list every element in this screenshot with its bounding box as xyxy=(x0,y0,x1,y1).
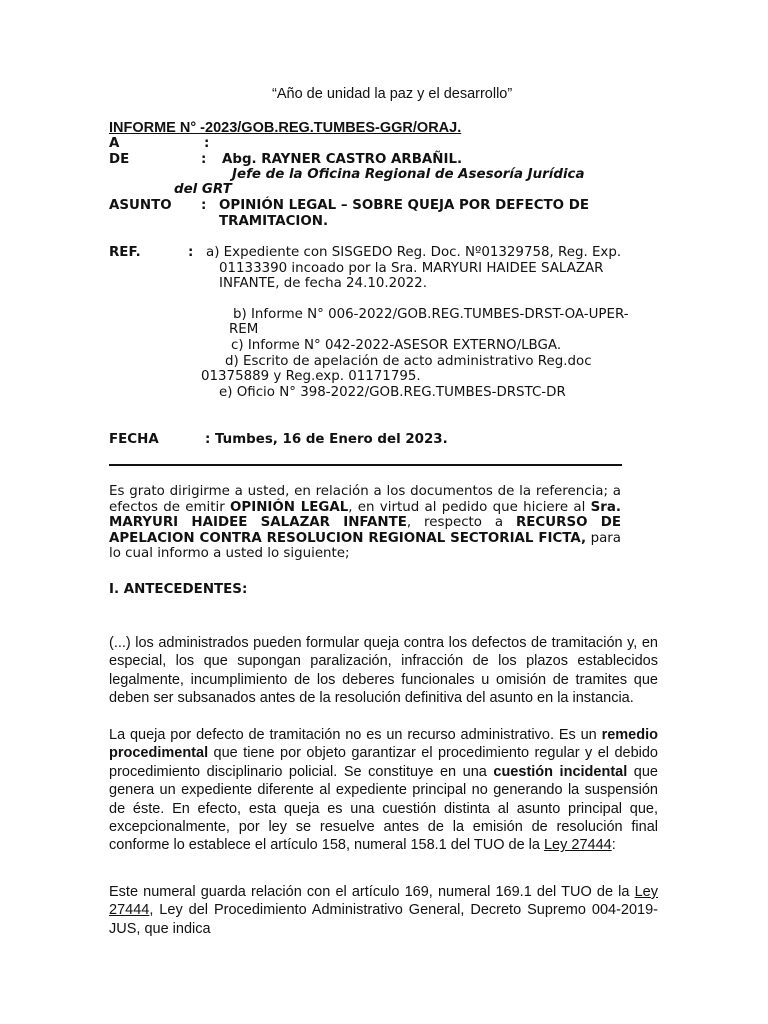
sender-name: Abg. RAYNER CASTRO ARBAÑIL. xyxy=(222,152,463,167)
field-de-colon: : xyxy=(201,152,207,167)
field-ref-label: REF. xyxy=(109,245,141,260)
para2-bold-cuestion: cuestión incidental xyxy=(493,763,628,780)
intro-paragraph xyxy=(109,484,621,562)
field-a-label: A xyxy=(109,136,120,151)
field-de-label: DE xyxy=(109,152,130,167)
ref-a-line-3: INFANTE, de fecha 24.10.2022. xyxy=(219,276,427,291)
para3-text-b: , Ley del Procedimiento Administrativo General, Decreto Supremo 004-2019-JUS, que indica xyxy=(109,902,658,937)
para2-text-e: : xyxy=(611,837,616,854)
field-a-colon: : xyxy=(204,136,210,151)
ref-b-line-2: REM xyxy=(229,322,259,337)
section-heading: I. ANTECEDENTES: xyxy=(109,582,248,597)
field-fecha-label: FECHA xyxy=(109,432,159,447)
subject-line-2: TRAMITACION. xyxy=(219,214,329,229)
field-ref-colon: : xyxy=(188,245,194,260)
intro-text-2: , en virtud al pedido que hiciere al xyxy=(348,499,591,515)
ref-a-line-1: a) Expediente con SISGEDO Reg. Doc. Nº01329758, Reg. Exp. xyxy=(206,245,622,260)
body-paragraph-2 xyxy=(109,726,658,855)
intro-bold-opinion: OPINIÓN LEGAL xyxy=(230,499,349,515)
ref-a-line-2: 01133390 incoado por la Sra. MARYURI HAIDEE SALAZAR xyxy=(219,261,604,276)
intro-bold-recurso: RECURSO DE APELACION CONTRA RESOLUCION REGIONAL SECTORIAL FICTA, xyxy=(109,515,622,546)
informe-number: INFORME N° -2023/GOB.REG.TUMBES-GGR/ORAJ. xyxy=(109,120,462,136)
sender-role: Jefe de la Oficina Regional de Asesoría Jurídica xyxy=(232,167,585,182)
ref-e: e) Oficio N° 398-2022/GOB.REG.TUMBES-DRSTC-DR xyxy=(219,385,566,400)
year-motto: “Año de unidad la paz y el desarrollo” xyxy=(272,86,513,102)
intro-text-4: para lo cual informo a usted lo siguiente; xyxy=(109,530,621,562)
ref-d-line-1: d) Escrito de apelación de acto administrativo Reg.doc xyxy=(225,354,592,369)
field-asunto-label: ASUNTO xyxy=(109,198,172,213)
intro-text-1: Es grato dirigirme a usted, en relación a los documentos de la referencia; a efectos de emitir xyxy=(109,484,621,515)
ref-c: c) Informe N° 042-2022-ASESOR EXTERNO/LBGA. xyxy=(231,338,562,353)
para2-text-a: La queja por defecto de tramitación no es un recurso administrativo. Es un xyxy=(109,727,602,743)
para2-bold-remedio: remedio procedimental xyxy=(109,727,658,762)
body-paragraph-3 xyxy=(109,883,658,938)
sender-role-cont: del GRT xyxy=(174,182,232,197)
intro-bold-name: Sra. MARYURI HAIDEE SALAZAR INFANTE xyxy=(109,499,621,531)
intro-text-3: , respecto a xyxy=(406,515,516,531)
ref-d-line-2: 01375889 y Reg.exp. 01171795. xyxy=(201,369,421,384)
date-value: : Tumbes, 16 de Enero del 2023. xyxy=(205,432,448,447)
ley-link[interactable]: Ley 27444 xyxy=(543,837,612,854)
para3-text-a: Este numeral guarda relación con el artículo 169, numeral 169.1 del TUO de la xyxy=(109,884,635,900)
ref-b-line-1: b) Informe N° 006-2022/GOB.REG.TUMBES-DRST-OA-UPER- xyxy=(233,307,629,322)
field-asunto-colon: : xyxy=(201,198,207,213)
para2-text-d: que genera un expediente diferente al expediente principal no generando la suspensión de éste. En efecto, esta queja es una cuestión distinta al asunto principal que, excepcionalmente, por ley se resuelve antes de la emisión de resolución final conforme lo establece el artículo 158, numeral 158.1 del TUO de la xyxy=(109,763,658,854)
subject-line-1: OPINIÓN LEGAL – SOBRE QUEJA POR DEFECTO DE xyxy=(219,198,589,213)
para2-text-c: que tiene por objeto garantizar el procedimiento regular y el debido procedimiento disciplinario policial. Se constituye en una xyxy=(109,745,658,780)
ley-link-2[interactable]: Ley 27444 xyxy=(109,884,658,919)
body-paragraph-1: (...) los administrados pueden formular queja contra los defectos de tramitación y, en especial, los que supongan paralización, infracción de los plazos establecidos legalmente, incumplimiento de los deberes funcionales u omisión de tramites que deben ser subsanados antes de la resolución definitiva del asunto en la instancia. xyxy=(109,635,658,707)
header-divider xyxy=(109,464,622,466)
